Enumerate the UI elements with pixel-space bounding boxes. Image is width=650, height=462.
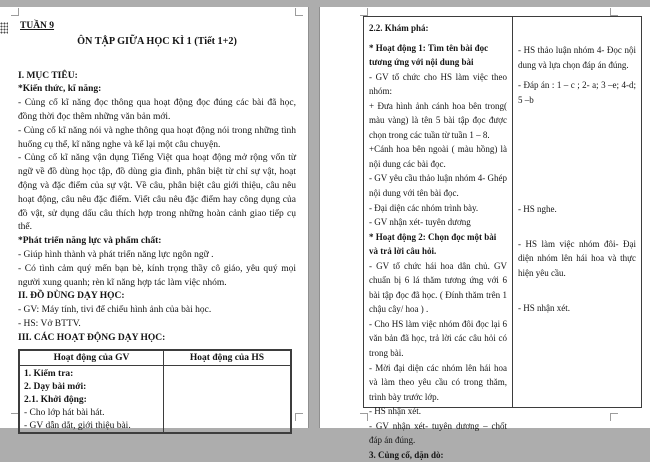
paragraph: - GV nhận xét- tuyên dương – chốt đáp án đúng.: [369, 420, 507, 446]
paragraph: - Có tình cảm quý mến bạn bè, kính trọng thầy cô giáo, yêu quý mọi người xung quanh; rèn kĩ năng hợp tác làm việc nhóm.: [18, 263, 296, 288]
section-heading-cung-co: 3. Củng cố, dặn dò:: [369, 449, 444, 460]
hs-activity-cell: [164, 366, 290, 432]
paragraph: - GV tổ chức hái hoa dân chủ. GV chuẩn bị 6 lá thăm tương ứng với 6 bài tập đọc đã học. ( Đính thăm trên 1 chậu cây/ hoa ) .: [369, 260, 507, 315]
paragraph: +Cánh hoa bên ngoài ( màu hồng) là nội dung các bài đọc.: [369, 144, 507, 169]
page-1-content: [18, 20, 296, 434]
paragraph: - HS thảo luận nhóm 4- Đọc nội dung và lựa chọn đáp án đúng.: [518, 45, 636, 70]
paragraph: - HS: Vở BTTV.: [18, 318, 81, 329]
paragraph: - HS nghe.: [518, 204, 557, 215]
table-row: - Cho lớp hát bài hát.: [24, 407, 105, 418]
drag-handle-icon[interactable]: [0, 22, 8, 34]
week-heading: TUẦN 9: [20, 21, 55, 31]
paragraph: - Đại diện các nhóm trình bày.: [369, 202, 479, 213]
hs-activity-cell: [513, 17, 641, 407]
subsection-heading: 2.2. Khám phá:: [369, 23, 429, 33]
paragraph: - Đáp án : 1 – c ; 2- a; 3 –e; 4-d; 5 –b: [518, 80, 636, 105]
crop-mark-icon: [360, 8, 368, 16]
section-heading-do-dung: II. ĐỒ DÙNG DẠY HỌC:: [18, 291, 125, 302]
page-2[interactable]: [320, 7, 650, 460]
section-heading-muc-tieu: I. MỤC TIÊU:: [18, 70, 78, 81]
crop-mark-icon: [11, 8, 19, 16]
table-row: 1. Kiểm tra:: [24, 368, 74, 379]
paragraph: - HS nhận xét.: [518, 303, 570, 314]
section-heading-hoat-dong: III. CÁC HOẠT ĐỘNG DẠY HỌC:: [18, 332, 166, 343]
table-row: - GV dẫn dắt, giới thiệu bài.: [24, 420, 131, 431]
crop-mark-icon: [295, 8, 303, 16]
table-header-row: [20, 351, 290, 366]
table-row: 2. Dạy bài mới:: [24, 381, 87, 392]
paragraph: - GV: Máy tính, tivi để chiếu hình ảnh của bài học.: [18, 305, 212, 316]
paragraph: - Mời đại diện các nhóm lên hái hoa và làm theo yêu cầu có trong thăm, trình bày trước lớp.: [369, 362, 507, 402]
crop-mark-icon: [360, 413, 368, 421]
paragraph: - Củng cố kĩ năng vận dụng Tiếng Việt qua hoạt động mở rộng vốn từ ngữ về đồ dùng học tập, đồ dùng gia đình, phân biệt từ chỉ sự vật, hoạt động và đặc điểm của sự vật. Về câu, phân biệt câu giới thiệu, câu nêu hoạt động, câu nêu đặc điểm. Viết câu nêu đặc điểm hay công dụng của đồ vật, sử dụng dấu câu thích hợp trong những hoàn cảnh giao tiếp cụ thể.: [18, 153, 296, 233]
paragraph: - Củng cố kĩ năng đọc thông qua hoạt động đọc đúng các bài đã học, đồng thời đọc thêm những văn bản mới.: [18, 98, 296, 122]
paragraph: - GV tổ chức cho HS làm việc theo nhóm:: [369, 71, 507, 97]
subheading-phat-trien: *Phát triển năng lực và phẩm chất:: [18, 236, 162, 247]
paragraph: - Giúp hình thành và phát triển năng lực ngôn ngữ .: [18, 249, 214, 260]
lesson-title: ÔN TẬP GIỮA HỌC KÌ 1 (Tiết 1+2): [77, 35, 237, 47]
paragraph: - HS làm việc nhóm đôi- Đại diện nhóm lên hái hoa và thực hiện yêu cầu.: [518, 238, 636, 278]
paragraph: - Cho HS làm việc nhóm đôi đọc lại 6 văn bản đã học, trả lời các câu hỏi có trong bài.: [369, 318, 507, 359]
paragraph: - GV yêu cầu thảo luận nhóm 4- Ghép nội dung với tên bài đọc.: [369, 173, 507, 199]
crop-mark-icon: [295, 413, 303, 421]
page-1[interactable]: [0, 7, 308, 431]
paragraph: - Củng cố kĩ năng nói và nghe thông qua hoạt động nói trong những tình huống cụ thể, kĩ năng nghe và kể lại một câu chuyện.: [18, 125, 296, 150]
paragraph: - GV nhận xét- tuyên dương: [369, 217, 471, 228]
crop-mark-icon: [610, 8, 618, 16]
column-header-gv: Hoạt động của GV: [20, 351, 164, 366]
gv-hs-activity-table: [18, 349, 292, 434]
gv-activity-cell: [364, 17, 513, 460]
paragraph: + Đưa hình ảnh cánh hoa bên trong( màu vàng) là tên 5 bài tập đọc được chọn trong các tuần từ tuần 1 – 8.: [369, 100, 507, 140]
subheading-kien-thuc: *Kiến thức, kĩ năng:: [18, 84, 102, 95]
activity-1-heading: * Hoạt động 1: Tìm tên bài đọc tương ứng với nội dung bài: [369, 42, 489, 68]
paragraph: - HS nhận xét.: [369, 406, 421, 417]
table-body-row: [20, 366, 290, 432]
column-header-hs: Hoạt động của HS: [164, 351, 290, 366]
crop-mark-icon: [610, 413, 618, 421]
table-row: 2.1. Khởi động:: [24, 394, 87, 405]
gv-hs-activity-table-continued: [363, 16, 642, 460]
gv-activity-cell: [20, 366, 164, 432]
activity-2-heading: * Hoạt động 2: Chọn đọc một bài và trả lời câu hỏi.: [369, 231, 497, 257]
